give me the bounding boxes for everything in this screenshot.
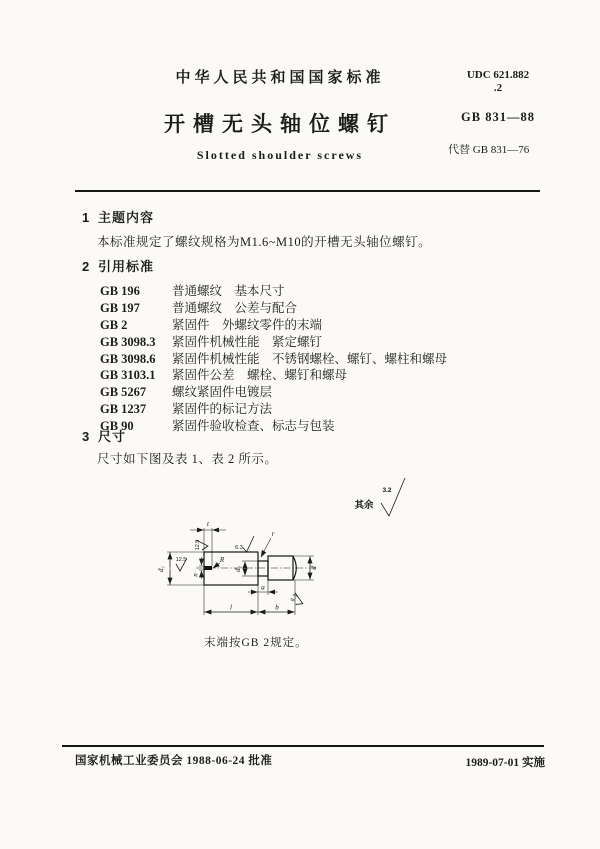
dim-slot-radius: [213, 556, 225, 568]
label-thread-length: b: [275, 603, 279, 612]
label-thread-dia: d: [310, 566, 318, 570]
standard-number: GB 831—88: [461, 110, 535, 124]
section-1-title: 主题内容: [98, 210, 155, 225]
section-3-body: 尺寸如下图及表 1、表 2 所示。: [97, 452, 278, 466]
ref-text: 紧固件 外螺纹零件的末端: [172, 317, 323, 332]
list-item: [100, 281, 520, 298]
header-divider: [75, 190, 540, 192]
general-roughness-note: [354, 478, 405, 516]
label-slot-radius: R: [219, 556, 225, 564]
section-3-number: 3: [82, 429, 91, 444]
roughness-end-face: [176, 557, 187, 571]
approval-note: 国家机械工业委员会 1988-06-24 批准: [75, 755, 273, 767]
page-title-english: Slotted shoulder screws: [196, 148, 364, 162]
label-shoulder-dia: d₁: [157, 566, 165, 572]
ref-code: GB 3098.3: [100, 334, 156, 349]
label-shoulder-length: l: [230, 603, 232, 612]
replaces-note: 代替 GB 831—76: [448, 144, 530, 156]
ref-text: 紧固件机械性能 紧定螺钉: [172, 334, 323, 349]
udc-line2: .2: [493, 82, 503, 94]
ref-text: 紧固件的标记方法: [172, 402, 273, 417]
label-fillet-radius: r: [271, 530, 275, 538]
section-3-title: 尺寸: [98, 429, 127, 444]
ref-code: GB 3103.1: [100, 368, 156, 383]
label-neck-length: a: [261, 583, 265, 592]
footer-divider: [62, 745, 544, 747]
list-item: [100, 399, 520, 416]
list-item: [100, 332, 520, 349]
ref-text: 普通螺纹 基本尺寸: [172, 284, 285, 298]
udc-number: [448, 69, 548, 95]
section-1-number: 1: [82, 210, 91, 225]
ref-text: 紧固件验收检查、标志与包装: [172, 419, 335, 434]
section-1-body: 本标准规定了螺纹规格为M1.6~M10的开槽无头轴位螺钉。: [97, 235, 432, 249]
udc-line1: UDC 621.882: [466, 69, 530, 81]
screw-outline: [204, 552, 296, 585]
ref-text: 螺纹紧固件电镀层: [172, 385, 273, 400]
ref-code: GB 196: [100, 284, 140, 298]
label-slot-depth: t: [207, 520, 209, 528]
dim-fillet-radius: [261, 530, 275, 557]
ref-code: GB 1237: [100, 402, 147, 417]
section-3-heading: [82, 426, 126, 445]
roughness-slot-face-value: 12.5: [195, 539, 201, 551]
list-item: [100, 315, 520, 332]
list-item: [100, 382, 520, 399]
ref-code: GB 5267: [100, 385, 147, 400]
effective-date: 1989-07-01 实施: [465, 757, 545, 769]
ref-text: 紧固件公差 螺栓、螺钉和螺母: [172, 368, 348, 383]
national-standard-authority: 中华人民共和国国家标准: [175, 69, 385, 86]
list-item: [100, 365, 520, 382]
label-slot-width: n: [191, 573, 200, 577]
label-neck-dia: d₂: [234, 566, 242, 572]
dim-neck-length: [248, 580, 278, 595]
figure-caption: 末端按GB 2规定。: [204, 637, 308, 649]
roughness-slot-face: [195, 540, 208, 551]
roughness-note-value: 3.2: [382, 487, 392, 494]
section-2-heading: [82, 256, 154, 275]
ref-code: GB 197: [100, 300, 140, 315]
list-item: [100, 349, 520, 366]
page-title: 开槽无头轴位螺钉: [164, 113, 396, 136]
roughness-end-face-value: 12.5: [175, 557, 187, 563]
roughness-thread: [289, 592, 305, 607]
section-1-heading: [82, 207, 154, 226]
roughness-note-prefix: 其余: [354, 500, 374, 511]
roughness-thread-value: 6.3: [290, 593, 299, 603]
section-2-number: 2: [82, 259, 91, 274]
ref-code: GB 3098.6: [100, 351, 156, 366]
ref-text: 普通螺纹 公差与配合: [172, 300, 298, 315]
reference-standards-list: [100, 281, 520, 433]
list-item: [100, 416, 520, 433]
section-2-title: 引用标准: [98, 259, 155, 274]
dim-neck-dia: [234, 561, 258, 576]
ref-code: GB 90: [100, 419, 134, 434]
list-item: [100, 298, 520, 315]
roughness-shoulder: [235, 536, 254, 552]
ref-code: GB 2: [100, 317, 128, 332]
technical-drawing: [150, 472, 420, 657]
roughness-shoulder-value: 6.3: [235, 545, 243, 551]
ref-text: 紧固件机械性能 不锈钢螺栓、螺钉、螺柱和螺母: [172, 351, 448, 366]
